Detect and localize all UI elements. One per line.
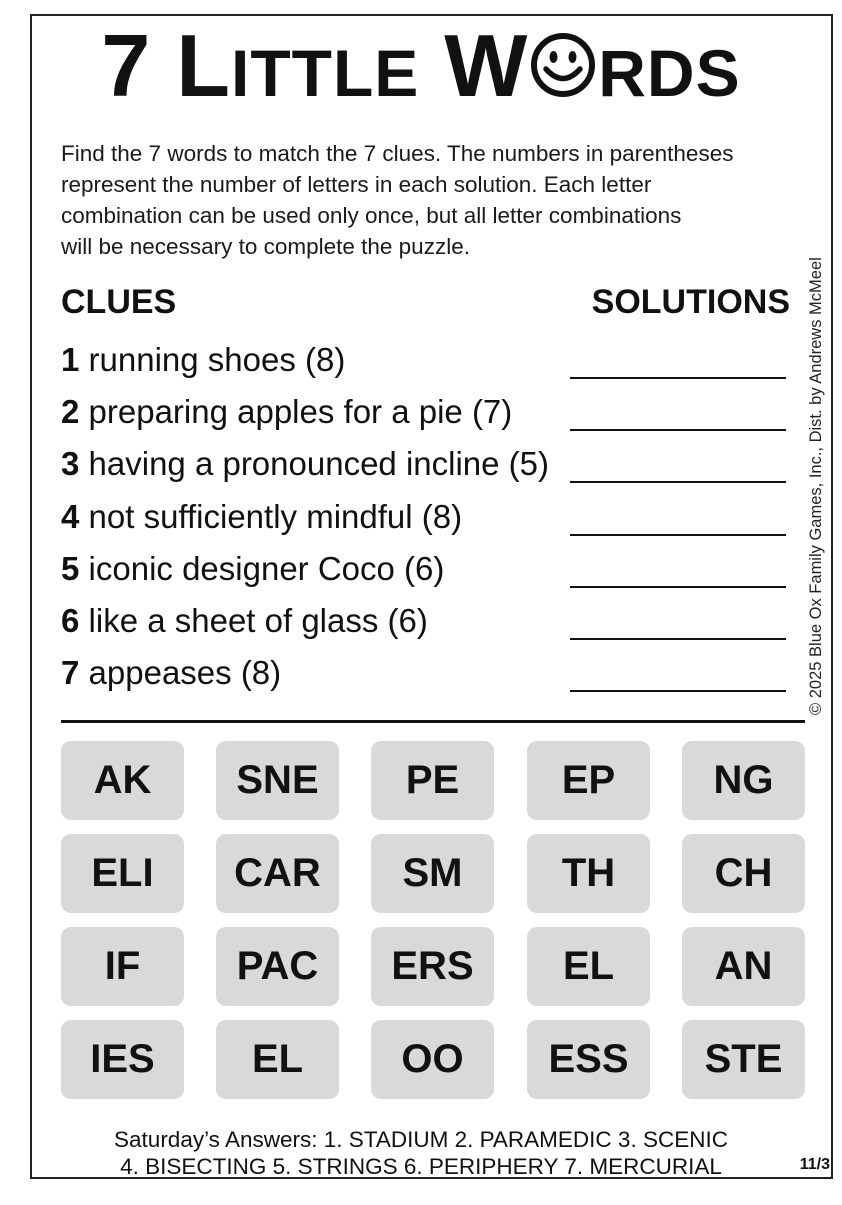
clue-number: 1 bbox=[61, 341, 80, 378]
clue-number: 4 bbox=[61, 497, 80, 535]
letter-tile[interactable]: AN bbox=[682, 927, 805, 1006]
clue-row bbox=[61, 390, 791, 442]
instructions bbox=[61, 138, 811, 262]
letter-tile[interactable]: ELI bbox=[61, 834, 184, 913]
letter-tile[interactable]: CH bbox=[682, 834, 805, 913]
divider bbox=[61, 720, 805, 723]
letter-tile[interactable]: IES bbox=[61, 1020, 184, 1099]
clue-text: not sufficiently mindful (8) bbox=[88, 497, 463, 535]
clue-text: like a sheet of glass (6) bbox=[88, 601, 428, 639]
clue-row bbox=[61, 651, 791, 703]
letter-tile[interactable]: TH bbox=[527, 834, 650, 913]
clue-number: 7 bbox=[61, 654, 80, 692]
smiley-face-icon bbox=[530, 32, 596, 98]
clues-heading: CLUES bbox=[61, 283, 177, 321]
clue-row bbox=[61, 599, 791, 651]
clue-row bbox=[61, 495, 791, 547]
title-w: W bbox=[444, 16, 529, 115]
clue-number: 5 bbox=[61, 549, 80, 587]
title-l: L bbox=[176, 16, 231, 115]
previous-answers bbox=[0, 1126, 842, 1180]
title-seven: 7 bbox=[101, 16, 152, 115]
letter-tile[interactable]: STE bbox=[682, 1020, 805, 1099]
letter-tile[interactable]: EP bbox=[527, 741, 650, 820]
letter-tile[interactable]: SNE bbox=[216, 741, 339, 820]
clue-number: 3 bbox=[61, 445, 80, 483]
clue-list bbox=[61, 338, 791, 703]
letter-tile[interactable]: AK bbox=[61, 741, 184, 820]
letter-tile[interactable]: PE bbox=[371, 741, 494, 820]
letter-tile[interactable]: ESS bbox=[527, 1020, 650, 1099]
clue-text: running shoes (8) bbox=[88, 341, 346, 378]
answers-line: 4. BISECTING 5. STRINGS 6. PERIPHERY 7. MERCURIAL bbox=[120, 1154, 722, 1179]
solution-blank[interactable] bbox=[570, 481, 786, 483]
letter-tile[interactable]: IF bbox=[61, 927, 184, 1006]
solution-blank[interactable] bbox=[570, 586, 786, 588]
instructions-line: Find the 7 words to match the 7 clues. The numbers in parentheses bbox=[61, 141, 734, 166]
clue-row bbox=[61, 338, 791, 390]
instructions-line: represent the number of letters in each solution. Each letter bbox=[61, 172, 652, 197]
instructions-line: combination can be used only once, but all letter combinations bbox=[61, 203, 682, 228]
letter-tile[interactable]: EL bbox=[527, 927, 650, 1006]
puzzle-date: 11/3 bbox=[799, 1156, 830, 1173]
clue-number: 6 bbox=[61, 601, 80, 639]
solution-blank[interactable] bbox=[570, 429, 786, 431]
clue-text: having a pronounced incline (5) bbox=[88, 445, 550, 483]
letter-tile[interactable]: ERS bbox=[371, 927, 494, 1006]
puzzle-title bbox=[0, 16, 842, 115]
solution-blank[interactable] bbox=[570, 534, 786, 536]
instructions-line: will be necessary to complete the puzzle. bbox=[61, 234, 470, 259]
clue-text: appeases (8) bbox=[88, 654, 282, 692]
copyright-notice bbox=[805, 142, 835, 717]
copyright-text: © 2025 Blue Ox Family Games, Inc., Dist. by Andrews McMeel bbox=[807, 257, 825, 715]
solution-blank[interactable] bbox=[570, 377, 786, 379]
letter-tile[interactable]: NG bbox=[682, 741, 805, 820]
solution-blank[interactable] bbox=[570, 690, 786, 692]
solution-blank[interactable] bbox=[570, 638, 786, 640]
title-rds: RDS bbox=[598, 36, 741, 110]
letter-tile[interactable]: EL bbox=[216, 1020, 339, 1099]
letter-tile[interactable]: PAC bbox=[216, 927, 339, 1006]
letter-tile[interactable]: CAR bbox=[216, 834, 339, 913]
clue-number: 2 bbox=[61, 393, 80, 431]
title-ittle: ITTLE bbox=[230, 36, 420, 110]
letter-tile[interactable]: SM bbox=[371, 834, 494, 913]
clue-row bbox=[61, 547, 791, 599]
solutions-heading: SOLUTIONS bbox=[591, 283, 790, 321]
clue-text: preparing apples for a pie (7) bbox=[88, 393, 513, 431]
clue-text: iconic designer Coco (6) bbox=[88, 549, 445, 587]
letter-tile[interactable]: OO bbox=[371, 1020, 494, 1099]
answers-line: Saturday’s Answers: 1. STADIUM 2. PARAMEDIC 3. SCENIC bbox=[114, 1127, 728, 1152]
clue-row bbox=[61, 442, 791, 494]
